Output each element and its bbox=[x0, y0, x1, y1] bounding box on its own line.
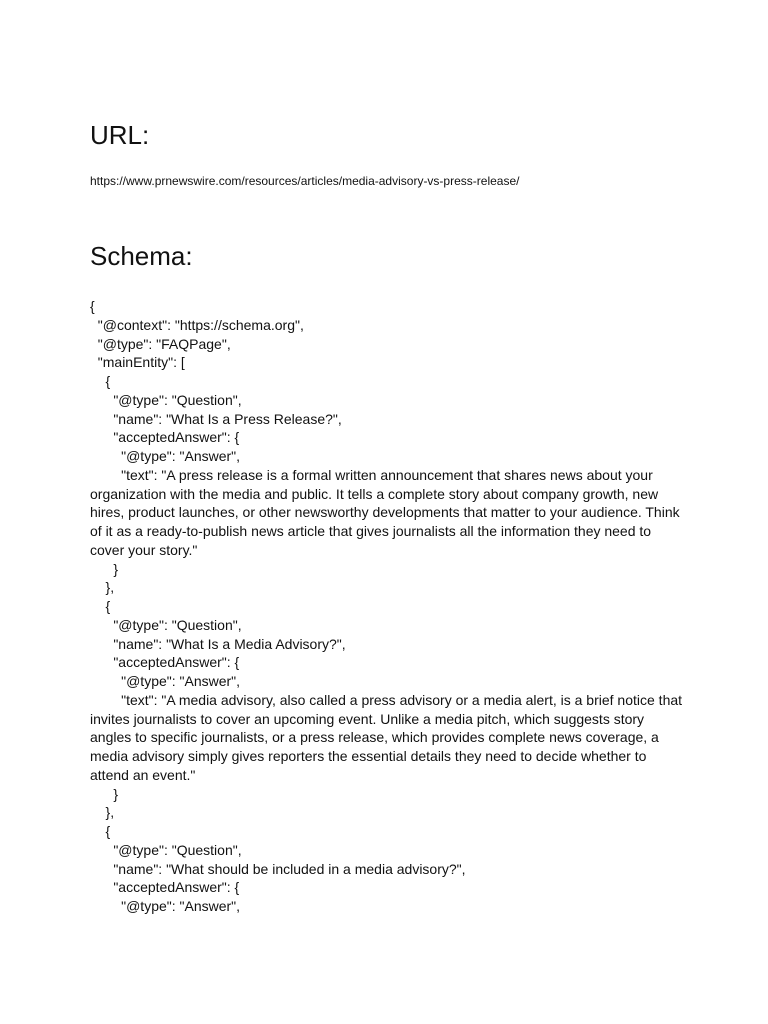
schema-line: "@type": "Question", bbox=[90, 616, 242, 633]
schema-line: "@type": "Question", bbox=[90, 391, 242, 408]
schema-line: { bbox=[90, 373, 111, 389]
schema-line: } bbox=[90, 785, 119, 802]
schema-line: }, bbox=[90, 804, 115, 821]
schema-line: }, bbox=[90, 579, 115, 596]
schema-line: "@type": "Answer", bbox=[90, 898, 241, 914]
schema-line: "name": "What Is a Media Advisory?", bbox=[90, 635, 346, 652]
schema-line: "acceptedAnswer": { bbox=[90, 879, 240, 896]
schema-code-block bbox=[90, 297, 684, 916]
url-link-text: https://www.prnewswire.com/resources/articles/media-advisory-vs-press-release/ bbox=[90, 174, 520, 188]
schema-line: } bbox=[90, 560, 119, 577]
schema-line: "name": "What Is a Press Release?", bbox=[90, 410, 342, 427]
schema-line: "acceptedAnswer": { bbox=[90, 654, 240, 671]
schema-line: "@type": "FAQPage", bbox=[90, 335, 231, 352]
schema-line: "@context": "https://schema.org", bbox=[90, 316, 304, 333]
schema-line: { bbox=[90, 823, 111, 839]
schema-line: "mainEntity": [ bbox=[90, 354, 185, 371]
schema-line: { bbox=[90, 598, 111, 614]
schema-line: "name": "What should be included in a media advisory?", bbox=[90, 860, 466, 877]
schema-line: "@type": "Question", bbox=[90, 841, 242, 858]
schema-answer-text: "text": "A press release is a formal written announcement that shares news about your organization with the media and public. It tells a complete story about company growth, new hires, product launches, or other newsworthy developments that matter to your audience. Think of it as a ready-to-publish news article that gives journalists all the information they need to cover your story." bbox=[90, 466, 684, 558]
schema-line: "@type": "Answer", bbox=[90, 448, 241, 464]
url-heading: URL: bbox=[90, 120, 150, 150]
schema-answer-text: "text": "A media advisory, also called a press advisory or a media alert, is a brief notice that invites journalists to cover an upcoming event. Unlike a media pitch, which suggests story angles to specific journalists, or a press release, which provides complete news coverage, a media advisory simply gives reporters the essential details they need to decide whether to attend an event." bbox=[90, 691, 686, 783]
schema-heading: Schema: bbox=[90, 241, 193, 271]
schema-line: "acceptedAnswer": { bbox=[90, 429, 240, 446]
schema-line: "@type": "Answer", bbox=[90, 673, 241, 689]
schema-line: { bbox=[90, 298, 95, 314]
